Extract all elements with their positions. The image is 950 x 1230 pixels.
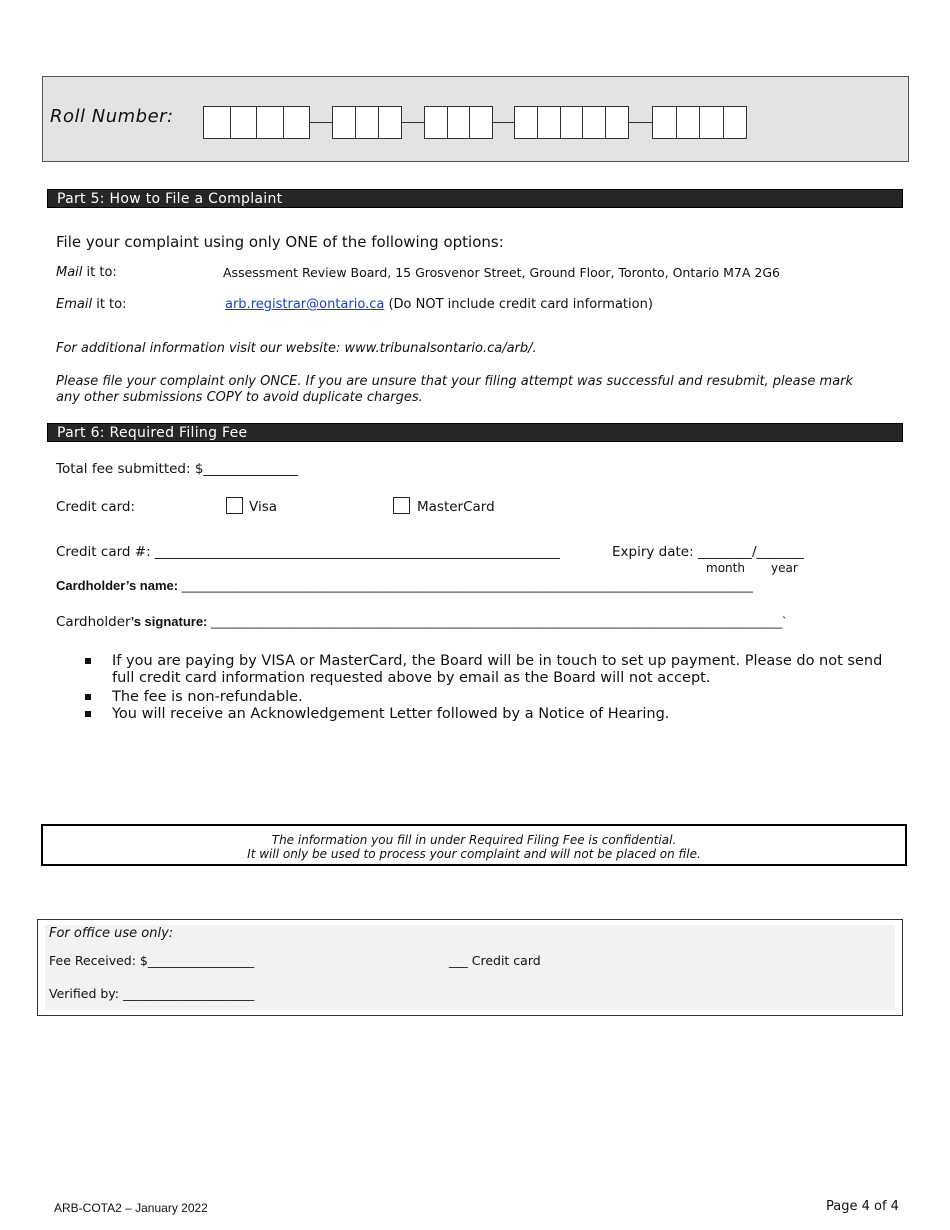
roll-number-digit-box[interactable] [256, 106, 284, 139]
cardholder-name-field[interactable]: Cardholder’s name: _______________________________________________________________________________ [56, 578, 753, 593]
roll-number-digit-box[interactable] [582, 106, 606, 139]
email-label: Email it to: [56, 297, 127, 312]
confidential-line1: The information you fill in under Required Filing Fee is confidential. [271, 833, 677, 847]
email-line: arb.registrar@ontario.ca (Do NOT include credit card information) [225, 297, 653, 312]
roll-number-digit-box[interactable] [676, 106, 701, 139]
page-number: Page 4 of 4 [826, 1199, 899, 1214]
expiry-date-field[interactable]: Expiry date: ________/_______ [612, 544, 804, 560]
roll-number-digit-box[interactable] [723, 106, 748, 139]
mail-label: Mail it to: [56, 265, 117, 280]
bullet-marker [85, 694, 91, 700]
roll-number-digit-box[interactable] [537, 106, 561, 139]
part6-header: Part 6: Required Filing Fee [47, 423, 903, 442]
roll-number-digit-box[interactable] [332, 106, 356, 139]
roll-number-separator [629, 122, 652, 123]
visa-label: Visa [249, 499, 277, 515]
roll-number-separator [402, 122, 424, 123]
visa-checkbox[interactable] [226, 497, 243, 514]
mastercard-checkbox[interactable] [393, 497, 410, 514]
bullet-marker [85, 711, 91, 717]
credit-card-label: Credit card: [56, 499, 136, 515]
roll-number-digit-box[interactable] [424, 106, 448, 139]
bullet-marker [85, 658, 91, 664]
mail-address: Assessment Review Board, 15 Grosvenor Street, Ground Floor, Toronto, Ontario M7A 2G6 [223, 265, 780, 280]
roll-number-digit-box[interactable] [447, 106, 471, 139]
roll-number-digit-box[interactable] [514, 106, 538, 139]
cardholder-signature-field[interactable]: Cardholder’s signature: _______________________________________________________________________________` [56, 614, 787, 630]
file-once-line2: any other submissions COPY to avoid duplicate charges. [56, 390, 423, 405]
additional-info: For additional information visit our website: www.tribunalsontario.ca/arb/. [56, 341, 537, 356]
email-link[interactable]: arb.registrar@ontario.ca [225, 297, 385, 312]
roll-number-separator [493, 122, 515, 123]
roll-number-digit-box[interactable] [230, 106, 258, 139]
roll-number-separator [310, 122, 332, 123]
confidential-notice [41, 824, 907, 866]
part5-header: Part 5: How to File a Complaint [47, 189, 903, 208]
part5-intro: File your complaint using only ONE of the following options: [56, 233, 504, 251]
bullet-non-refundable: The fee is non-refundable. [112, 689, 303, 705]
file-once-line1: Please file your complaint only ONCE. If you are unsure that your filing attempt was successful and resubmit, please mark [56, 374, 854, 389]
roll-number-digit-box[interactable] [203, 106, 231, 139]
office-use-title: For office use only: [49, 926, 174, 941]
roll-number-digit-box[interactable] [605, 106, 629, 139]
office-credit-card-field[interactable]: ___ Credit card [449, 953, 541, 968]
roll-number-digit-box[interactable] [652, 106, 677, 139]
form-id: ARB-COTA2 – January 2022 [54, 1201, 208, 1215]
roll-number-digit-box[interactable] [699, 106, 724, 139]
total-fee-field[interactable]: Total fee submitted: $______________ [56, 461, 298, 477]
fee-received-field[interactable]: Fee Received: $_________________ [49, 953, 255, 968]
roll-number-digit-box[interactable] [560, 106, 584, 139]
roll-number-digit-box[interactable] [378, 106, 402, 139]
year-label: year [771, 561, 798, 575]
roll-number-label: Roll Number: [50, 106, 174, 127]
confidential-line2: It will only be used to process your complaint and will not be placed on file. [247, 847, 701, 861]
roll-number-digit-box[interactable] [283, 106, 311, 139]
month-label: month [706, 561, 745, 575]
bullet-payment: If you are paying by VISA or MasterCard, the Board will be in touch to set up payment. Please do not send full credit card information requested above by email as the Board will not accept. [112, 653, 883, 686]
card-number-field[interactable]: Credit card #: ____________________________________________________________ [56, 544, 560, 560]
roll-number-digit-box[interactable] [355, 106, 379, 139]
verified-by-field[interactable]: Verified by: _____________________ [49, 986, 255, 1001]
roll-number-digit-box[interactable] [469, 106, 493, 139]
bullet-acknowledgement: You will receive an Acknowledgement Letter followed by a Notice of Hearing. [112, 706, 670, 722]
mastercard-label: MasterCard [417, 499, 495, 515]
